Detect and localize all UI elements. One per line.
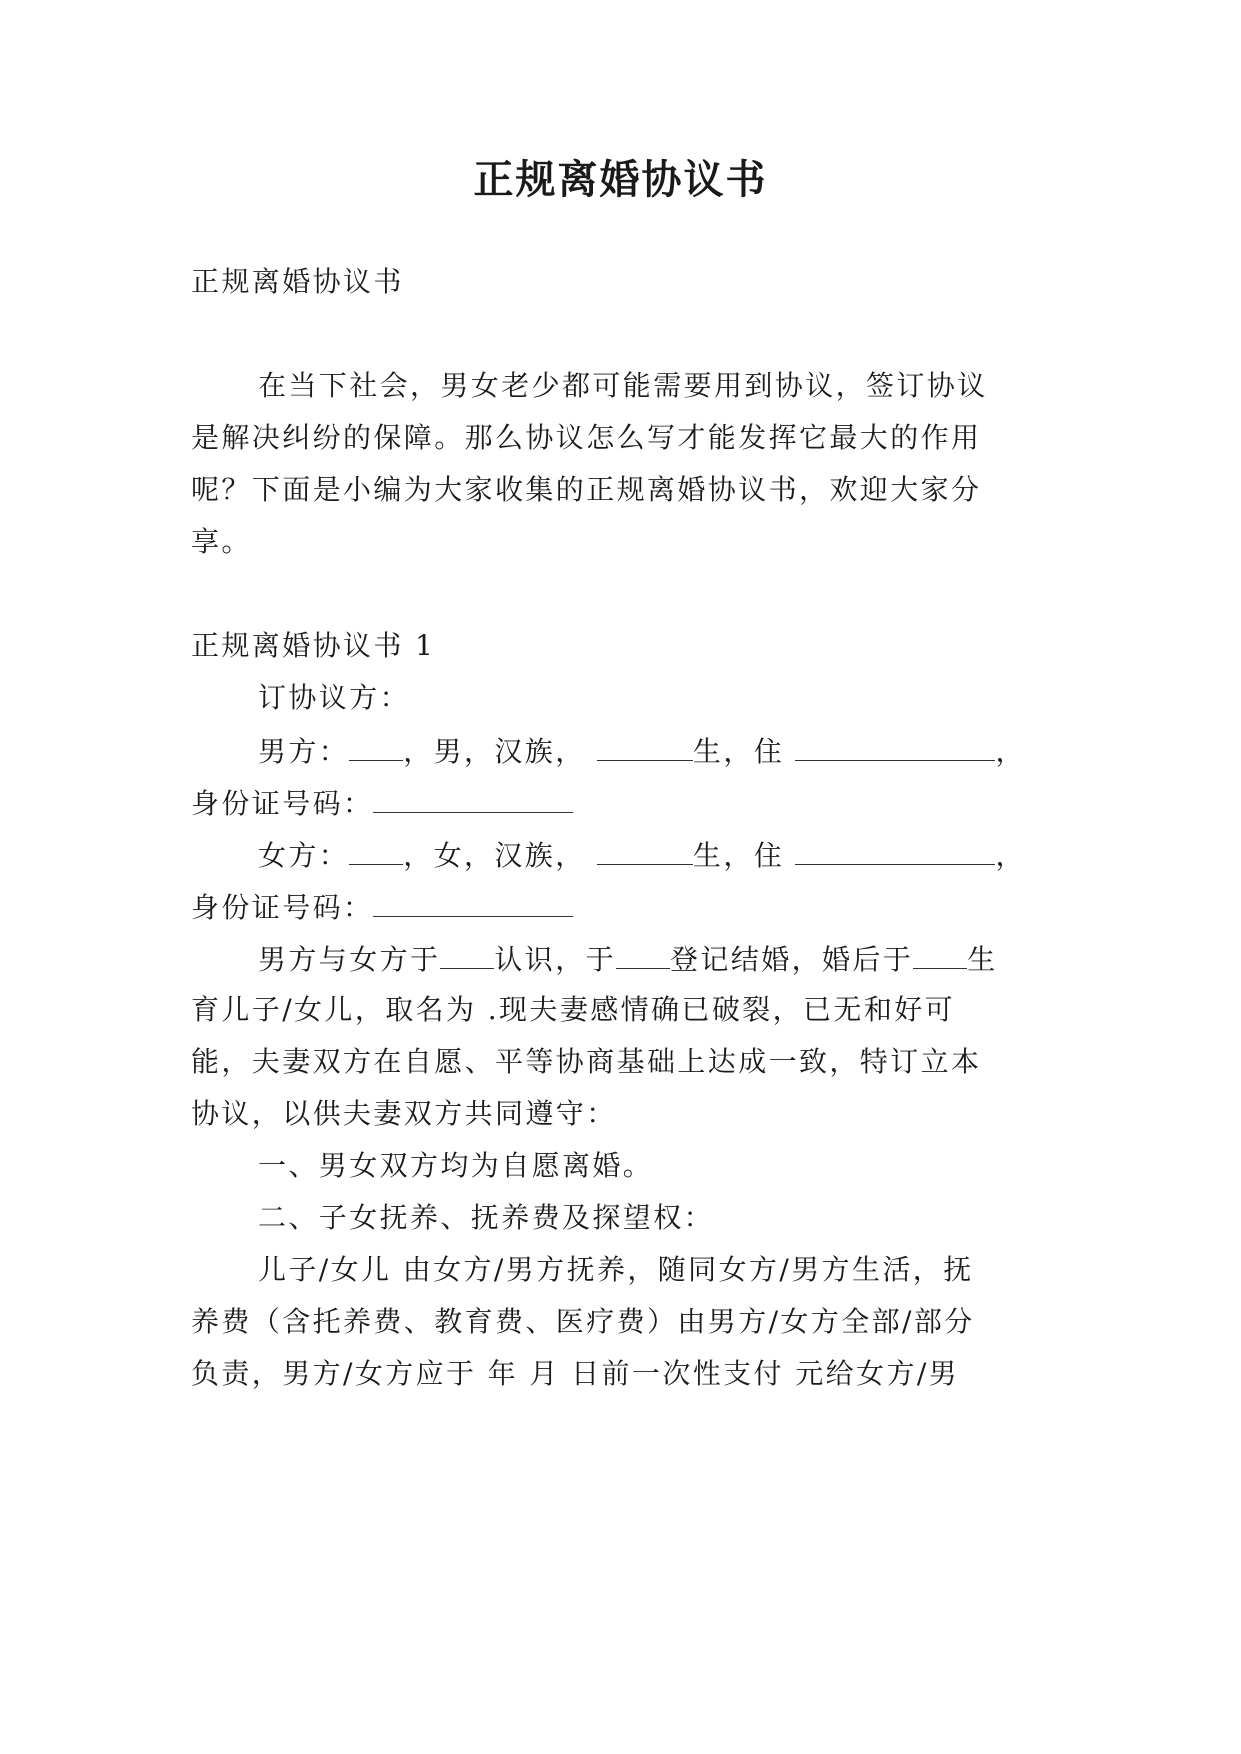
date-blank — [913, 938, 967, 969]
male-id-label: 身份证号码： — [191, 787, 374, 820]
intro-line: 是解决纠纷的保障。那么协议怎么写才能发挥它最大的作用 — [191, 421, 982, 454]
intro-line: 呢？下面是小编为大家收集的正规离婚协议书，欢迎大家分 — [191, 473, 982, 506]
id-blank — [373, 782, 573, 813]
intro-line: 享。 — [191, 525, 252, 558]
child-line: 儿子/女儿 由女方/男方抚养，随同女方/男方生活，抚 — [258, 1253, 974, 1286]
date-blank — [440, 938, 494, 969]
name-blank — [349, 834, 403, 865]
marriage-line: 能，夫妻双方在自愿、平等协商基础上达成一致，特订立本 — [191, 1045, 982, 1078]
child-line: 养费（含托养费、教育费、医疗费）由男方/女方全部/部分 — [191, 1305, 975, 1338]
party-label: 订协议方： — [258, 681, 411, 714]
male-end: ， — [995, 735, 1026, 768]
female-info-line — [258, 834, 1071, 876]
marriage-text: 登记结婚，婚后于 — [670, 943, 914, 976]
document-subtitle: 正规离婚协议书 — [191, 265, 404, 298]
marriage-line — [258, 938, 1071, 980]
female-end: ， — [995, 839, 1026, 872]
clause-1: 一、男女双方均为自愿离婚。 — [258, 1149, 654, 1182]
section-heading: 正规离婚协议书 1 — [191, 629, 436, 662]
child-line: 负责，男方/女方应于 年 月 日前一次性支付 元给女方/男 — [191, 1357, 960, 1390]
marriage-text: 男方与女方于 — [258, 943, 441, 976]
id-blank — [373, 886, 573, 917]
male-sep2: 生，住 — [692, 735, 785, 768]
birth-blank — [597, 834, 693, 865]
male-prefix: 男方： — [258, 735, 350, 768]
female-id-label: 身份证号码： — [191, 891, 374, 924]
male-sep1: ，男，汉族， — [403, 735, 586, 768]
male-id-line — [191, 782, 1071, 824]
address-blank — [795, 834, 995, 865]
marriage-text: 认识，于 — [494, 943, 617, 976]
date-blank — [616, 938, 670, 969]
female-prefix: 女方： — [258, 839, 350, 872]
address-blank — [795, 730, 995, 761]
birth-blank — [597, 730, 693, 761]
document-title: 正规离婚协议书 — [473, 156, 768, 203]
name-blank — [349, 730, 403, 761]
female-sep2: 生，住 — [692, 839, 785, 872]
clause-2: 二、子女抚养、抚养费及探望权： — [258, 1201, 715, 1234]
marriage-text: 生 — [967, 943, 998, 976]
female-sep1: ，女，汉族， — [403, 839, 586, 872]
intro-line: 在当下社会，男女老少都可能需要用到协议，签订协议 — [258, 369, 988, 402]
female-id-line — [191, 886, 1071, 928]
marriage-line: 育儿子/女儿，取名为 .现夫妻感情确已破裂，已无和好可 — [191, 993, 956, 1026]
marriage-line: 协议，以供夫妻双方共同遵守： — [191, 1097, 617, 1130]
male-info-line — [258, 730, 1071, 772]
